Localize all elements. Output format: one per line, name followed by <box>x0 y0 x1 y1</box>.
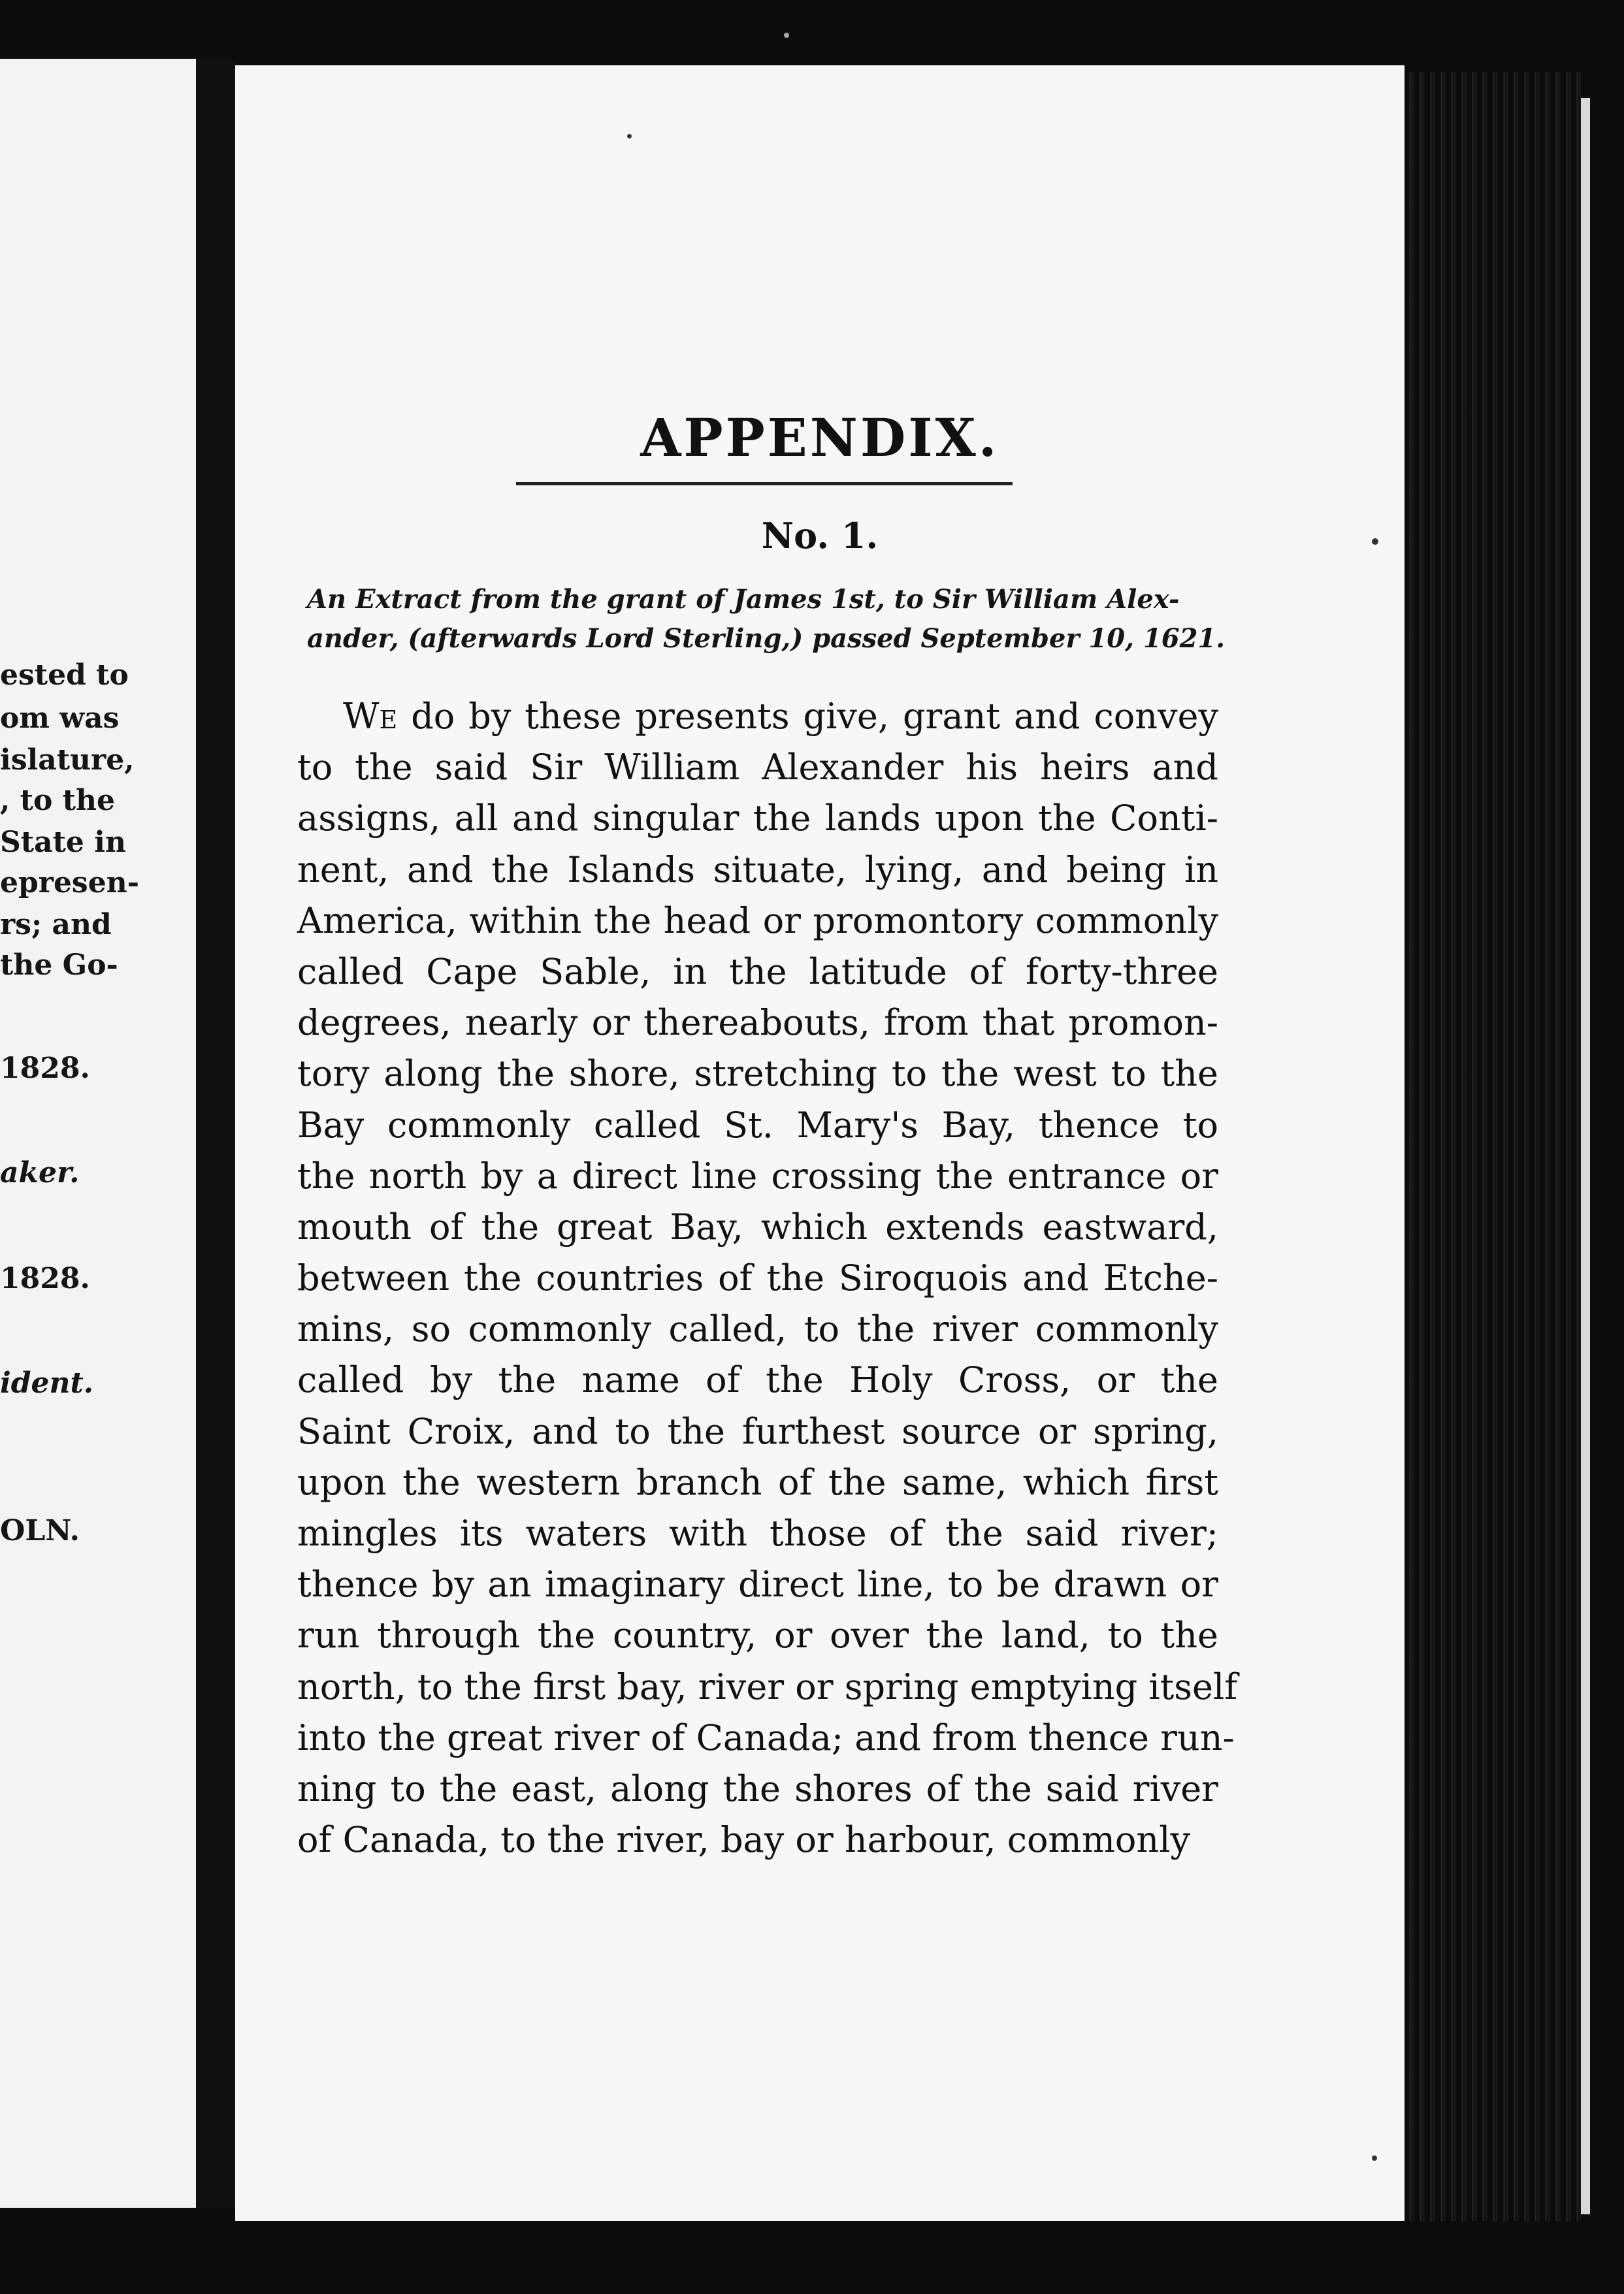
body-line: upon the western branch of the same, which first <box>297 1461 1218 1503</box>
body-line: America, within the head or promontory commonly <box>297 899 1218 941</box>
body-line: to the said Sir William Alexander his heirs and <box>297 747 1218 788</box>
left-page-fragment: the Go- <box>0 948 118 982</box>
body-line: the north by a direct line crossing the entrance or <box>297 1155 1218 1197</box>
scan-speck <box>784 33 789 38</box>
left-page-fragment: 1828. <box>0 1262 90 1295</box>
scan-speck <box>627 134 632 138</box>
body-line: into the great river of Canada; and from thence run- <box>297 1717 1235 1758</box>
body-line: called Cape Sable, in the latitude of forty-three <box>297 950 1218 992</box>
body-line: called by the name of the Holy Cross, or the <box>297 1359 1218 1401</box>
body-line: assigns, all and singular the lands upon the Conti- <box>297 798 1218 839</box>
body-line-text: do by these presents give, grant and convey <box>397 696 1218 737</box>
page-title: APPENDIX. <box>640 407 999 468</box>
appendix-number: No. 1. <box>761 515 879 557</box>
body-line: north, to the first bay, river or spring emptying itself <box>297 1666 1238 1707</box>
left-page-fragment: State in <box>0 826 126 859</box>
extract-heading <box>307 580 1226 658</box>
body-line: Saint Croix, and to the furthest source or spring, <box>297 1410 1218 1452</box>
body-line: thence by an imaginary direct line, to be drawn or <box>297 1564 1218 1606</box>
body-line: run through the country, or over the land, to the <box>297 1615 1218 1656</box>
page-edges <box>1405 72 1581 2221</box>
left-page-fragment: 1828. <box>0 1052 90 1085</box>
body-text <box>297 691 1238 1866</box>
left-page-fragment: ested to <box>0 658 129 692</box>
body-line: tory along the shore, stretching to the west to the <box>297 1053 1218 1095</box>
body-line: Bay commonly called St. Mary's Bay, thence to <box>297 1104 1218 1146</box>
body-line: mingles its waters with those of the said river; <box>297 1513 1218 1554</box>
body-line: of Canada, to the river, bay or harbour, commonly <box>297 1819 1190 1861</box>
extract-heading-line: ander, (afterwards Lord Sterling,) passed September 10, 1621. <box>307 623 1226 654</box>
body-line: between the countries of the Siroquois and Etche- <box>297 1257 1218 1299</box>
left-page-fragment: epresen- <box>0 866 139 899</box>
body-line <box>297 691 1218 742</box>
left-page-fragment: ident. <box>0 1366 94 1400</box>
scan-speck <box>1372 538 1378 545</box>
previous-page-fragment <box>0 59 196 2208</box>
page-edge-strip <box>1581 98 1590 2214</box>
extract-heading-line: An Extract from the grant of James 1st, to Sir William Alex- <box>307 584 1180 615</box>
scan-speck <box>1372 2156 1377 2161</box>
body-line: degrees, nearly or thereabouts, from that promon- <box>297 1002 1218 1044</box>
left-page-fragment: rs; and <box>0 908 112 941</box>
body-line: nent, and the Islands situate, lying, and being in <box>297 848 1218 890</box>
left-page-fragment: , to the <box>0 784 115 817</box>
body-line: mouth of the great Bay, which extends eastward, <box>297 1206 1218 1248</box>
book-gutter <box>196 59 235 2208</box>
left-page-fragment: aker. <box>0 1156 80 1189</box>
body-line: mins, so commonly called, to the river commonly <box>297 1308 1218 1350</box>
left-page-fragment: OLN. <box>0 1514 80 1547</box>
left-page-fragment: islature, <box>0 743 135 777</box>
title-rule <box>516 482 1013 485</box>
left-page-fragment: om was <box>0 702 120 735</box>
body-line: ning to the east, along the shores of the said river <box>297 1768 1218 1809</box>
body-first-word: We <box>343 696 398 737</box>
